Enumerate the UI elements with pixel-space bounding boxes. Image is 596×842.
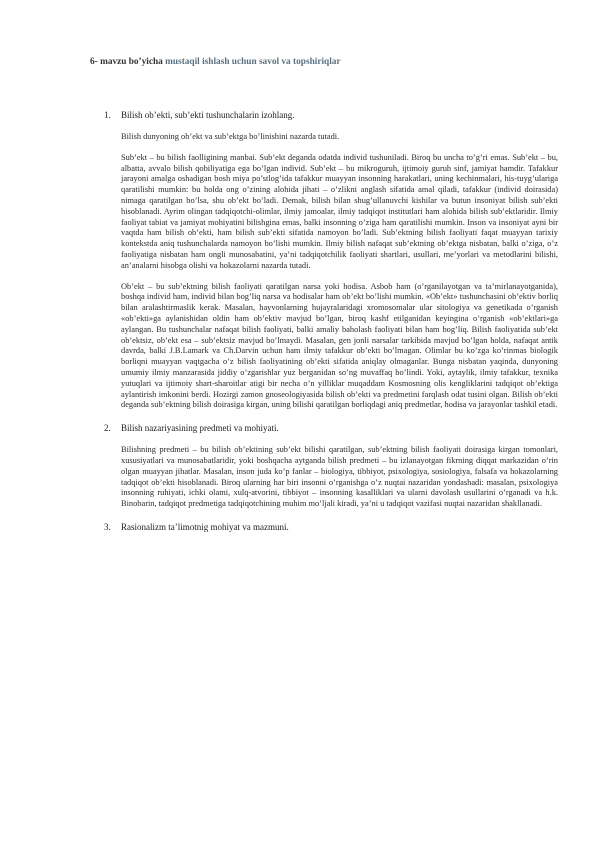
question-list bbox=[96, 110, 558, 533]
title-accent: mustaqil ishlash uchun savol va topshiriqlar bbox=[165, 57, 341, 67]
paragraph: Ob’ekt – bu sub’ektning bilish faoliyati qaratilgan narsa yoki hodisa. Asbob ham (o’rganilayotgan va ta’mirlanayotganida), boshqa individ ham, individ bilan bog’liq narsa va hodisalar ham ob’ekt bo’lishi mumkin. «Ob’ekt» tushunchasini ob’ektiv borliq bilan aralashtirmaslik kerak. Masalan, hayvonlarning hujayralaridagi xromosomalar ular sitologiya va genetikada o’rganish «ob’ekti»ga aylanishidan oldin ham ob’ektiv mavjud bo’lgan, biroq kashf etilganidan keyingina o’rganish «ob’ektlari»ga aylangan. Bu tushunchalar nafaqat bilish faoliyati, balki amaliy baholash faoliyati bilan ham bog’liq. Bilish faoliyatida sub’ekt ob’ektsiz, ob’ekt esa – sub’ektsiz mavjud bo’lmaydi. Masalan, gen jonli narsalar tarkibida mavjud bo’lgan holda, nafaqat antik davrda, balki J.B.Lamark va Ch.Darvin uchun ham ilmiy tafakkur ob’ekti bo’lmagan. Olimlar bu ko’zga ko’rinmas biologik borliqni muayyan vaqtgacha o’z bilish faoliyatining ob’ekti sifatida aniqlay olmaganlar. Bunga nisbatan yaqinda, dunyoning umumiy ilmiy manzarasida jiddiy o’zgarishlar yuz berganidan so’ng muvaffaq bo’lindi. Yoki, aytaylik, ilmiy tafakkur, texnika yutuqlari va ijtimoiy shart-sharoitlar atigi bir necha o’n yilliklar muqaddam Kosmosning olis kengliklarini tadqiqot ob’ektiga aylantirish imkonini berdi. Hozirgi zamon gnoseologiyasida bilish ob’ekti va predmetini farqlash odat tusini olgan. Bilish ob’ekti deganda sub’ektning bilish doirasiga kirgan, uning bilishi qaratilgan borliqdagi aniq predmetlar, hodisa va jarayonlar tashkil etadi. bbox=[121, 281, 558, 410]
question-item-1 bbox=[96, 110, 558, 411]
paragraph: Sub’ekt – bu bilish faolligining manbai. Sub’ekt deganda odatda individ tushuniladi. Biroq bu uncha to’g’ri emas. Sub’ekt – bu, albatta, avvalo bilish qobiliyatiga ega bo’lgan individ. Sub’ekt – bu mikroguruh, ijtimoiy guruh sinf, jamiyat hamdir. Tafakkur jarayoni amalga oshadigan bosh miya po’stlog’ida tafakkur muayyan insonning harakatlari, uning kechinmalari, his-tuyg’ulariga qaratilishi mumkin: bu holda ong o’zining alohida jihati – o’zlikni anglash sifatida amal qiladi, tafakkur (individ doirasida) nimaga qaratilgan bo’lsa, shu ob’ekt bo’ladi. Demak, bilish bilan shug’ullanuvchi kishilar va butun insoniyat bilish sub’ekti hisoblanadi. Ayrim olingan tadqiqotchi-olimlar, ilmiy jamoalar, ilmiy tadqiqot institutlari ham alohida bilish sub’ektlaridir. Ilmiy faoliyat tabiat va jamiyat mohiyatini bilishgina emas, balki insonning o’ziga ham qaratilishi mumkin. Inson va insoniyat ayni bir vaqtda ham bilish ob’ekti, ham bilish sub’ekti sifatida namoyon bo’ladi. Sub’ektning bilish faoliyati faqat muayyan tarixiy kontekstda aniq tushunchalarda namoyon bo’lishi mumkin. Ilmiy bilish nafaqat sub’ektning ob’ektga nisbatan, balki o’ziga, o’z faoliyatiga nisbatan ham ongli munosabatini, ya’ni tadqiqotchilik faoliyati shartlari, usullari, me’yorlari va metodlarini bilishi, an’analarni hisobga olishi va hokazolarni nazarda tutadi. bbox=[121, 152, 558, 270]
item-title: Bilish ob’ekti, sub’ekti tushunchalarin izohlang. bbox=[121, 110, 295, 120]
paragraph: Bilishning predmeti – bu bilish ob’ektining sub’ekt bilishi qaratilgan, sub’ektning bilish faoliyati doirasiga kirgan tomonlari, xususiyatlari va munosabatlaridir, yoki boshqacha aytganda bilish predmeti – bu izlanayotgan fikrning diqqat markazidan o’rin olgan muayyan jihatlar. Masalan, inson juda ko’p fanlar – biologiya, tibbiyot, psixologiya, sosiologiya, falsafa va hokazolarning tadqiqot ob’ekti hisoblanadi. Biroq ularning har biri insonni o’rganishga o’z nuqtai nazaridan yondashadi: masalan, psixologiya insonning ruhiyati, ichki olami, xulq-atvorini, tibbiyot – insonning kasalliklari va ularni davolash usullarini o’rganadi va h.k. Binobarin, tadqiqot predmetiga tadqiqotchining muhim mo’ljali kiradi, ya’ni u tadqiqot vazifasi nuqtai nazaridan shakllanadi. bbox=[121, 445, 558, 509]
item-title: Bilish nazariyasining predmeti va mohiyati. bbox=[121, 423, 279, 434]
item-number: 1. bbox=[104, 110, 111, 120]
paragraph: Bilish dunyoning ob’ekt va sub’ektga bo’linishini nazarda tutadi. bbox=[121, 132, 340, 141]
item-title: Rasionalizm ta’limotnig mohiyat va mazmuni. bbox=[121, 521, 289, 532]
item-number: 3. bbox=[104, 521, 111, 532]
title-prefix: 6- mavzu bo’yicha bbox=[90, 57, 163, 67]
page-title bbox=[90, 57, 341, 67]
item-number: 2. bbox=[104, 423, 111, 434]
question-item-3 bbox=[96, 522, 558, 533]
question-item-2 bbox=[96, 423, 558, 510]
